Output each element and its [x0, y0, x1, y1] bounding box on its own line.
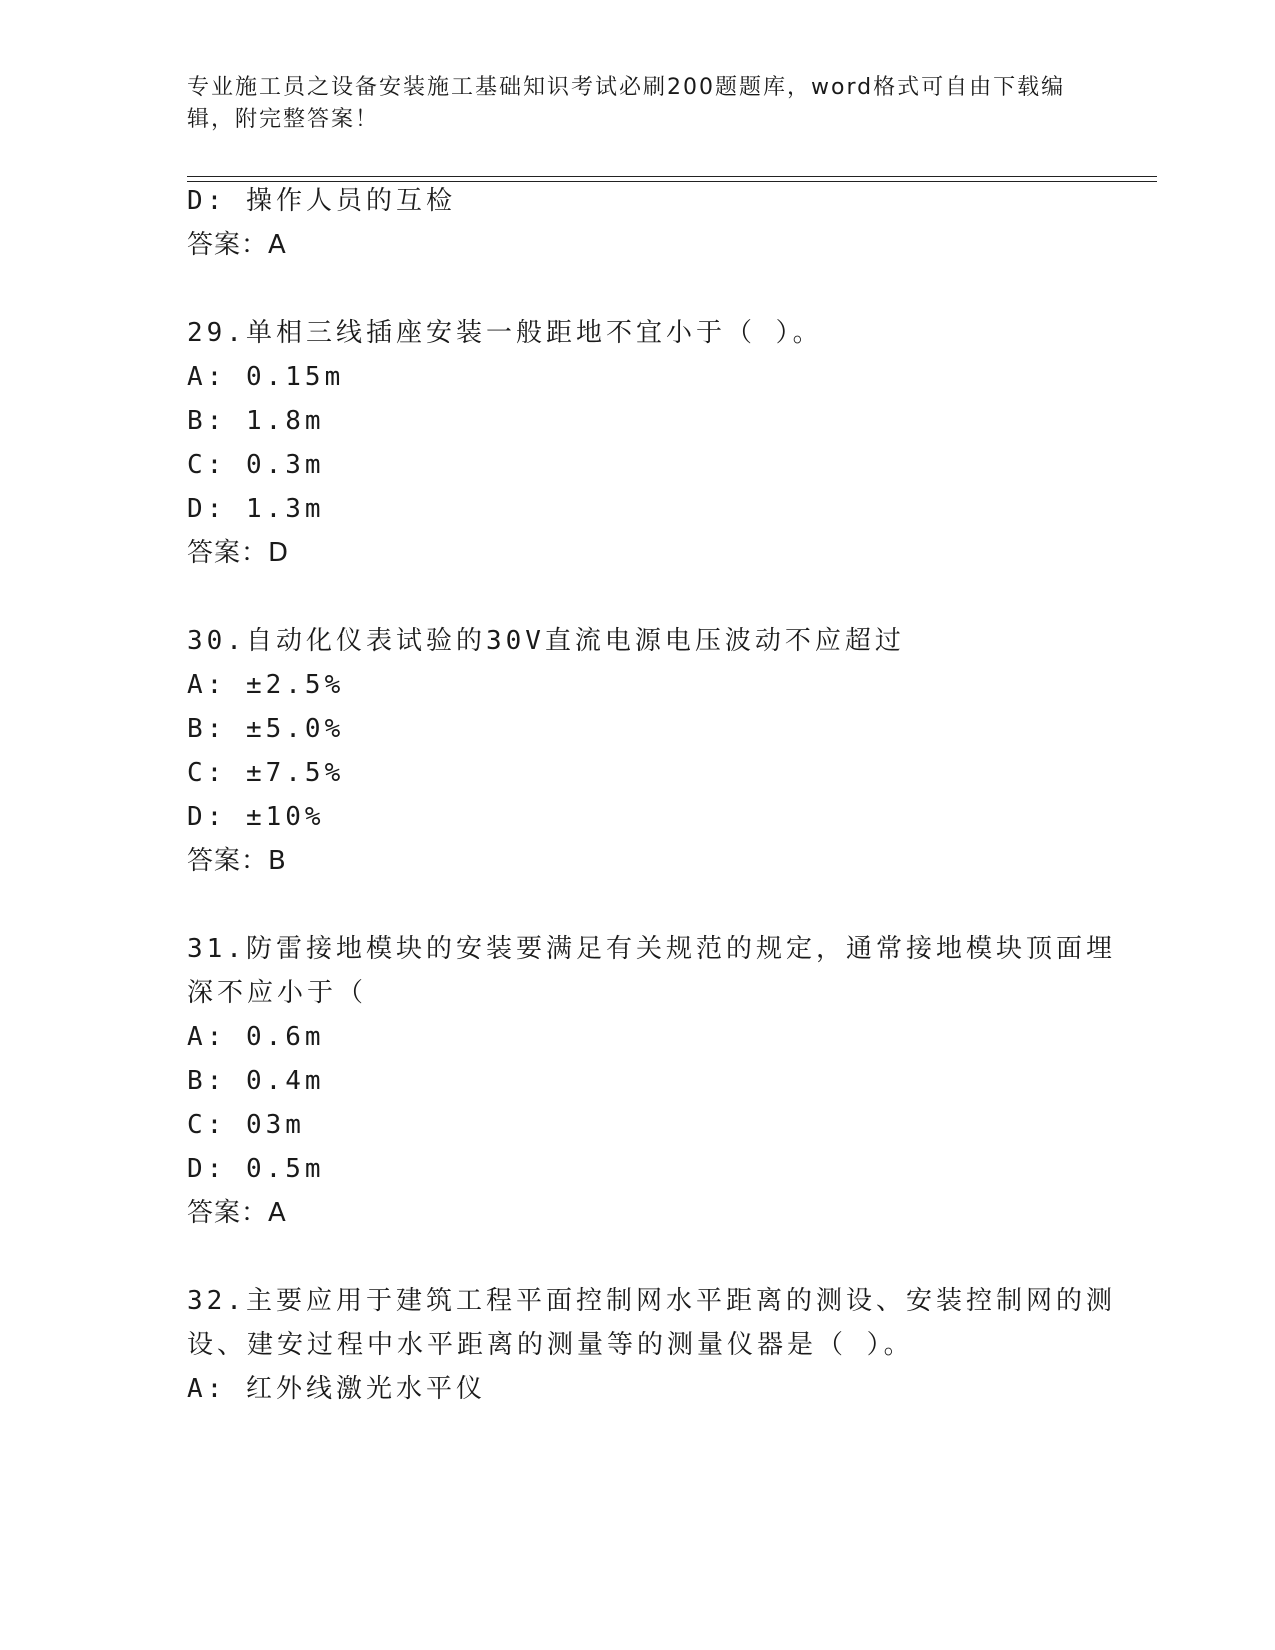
q31-answer: 答案：A	[187, 1198, 287, 1228]
q28-answer: 答案：A	[187, 230, 287, 260]
q31-option-a: A: 0.6m	[187, 1022, 325, 1052]
q30-answer: 答案：B	[187, 846, 287, 876]
q29-answer: 答案：D	[187, 538, 290, 568]
q32-stem-line2: 设、建安过程中水平距离的测量等的测量仪器是（ ）。	[187, 1330, 914, 1360]
header-divider-top	[187, 176, 1157, 177]
q31-stem-line1: 31.防雷接地模块的安装要满足有关规范的规定，通常接地模块顶面埋	[187, 934, 1116, 964]
q30-option-d: D: ±10%	[187, 802, 325, 832]
q28-option-d: D: 操作人员的互检	[187, 186, 456, 216]
q30-option-b: B: ±5.0%	[187, 714, 345, 744]
q30-option-c: C: ±7.5%	[187, 758, 345, 788]
q29-option-b: B: 1.8m	[187, 406, 325, 436]
q29-option-a: A: 0.15m	[187, 362, 345, 392]
q31-option-b: B: 0.4m	[187, 1066, 325, 1096]
q29-stem: 29.单相三线插座安装一般距地不宜小于（ ）。	[187, 318, 823, 348]
document-header: 专业施工员之设备安装施工基础知识考试必刷200题题库，word格式可自由下载编辑，附完整答案！	[187, 75, 1066, 132]
q29-option-c: C: 0.3m	[187, 450, 325, 480]
q32-option-a: A: 红外线激光水平仪	[187, 1374, 486, 1404]
q30-stem: 30.自动化仪表试验的30V直流电源电压波动不应超过	[187, 626, 905, 656]
q31-option-c: C: 03m	[187, 1110, 305, 1140]
q31-stem-line2: 深不应小于（	[187, 978, 368, 1008]
q29-option-d: D: 1.3m	[187, 494, 325, 524]
header-divider-bottom	[187, 181, 1157, 182]
q30-option-a: A: ±2.5%	[187, 670, 345, 700]
q32-stem-line1: 32.主要应用于建筑工程平面控制网水平距离的测设、安装控制网的测	[187, 1286, 1116, 1316]
q31-option-d: D: 0.5m	[187, 1154, 325, 1184]
